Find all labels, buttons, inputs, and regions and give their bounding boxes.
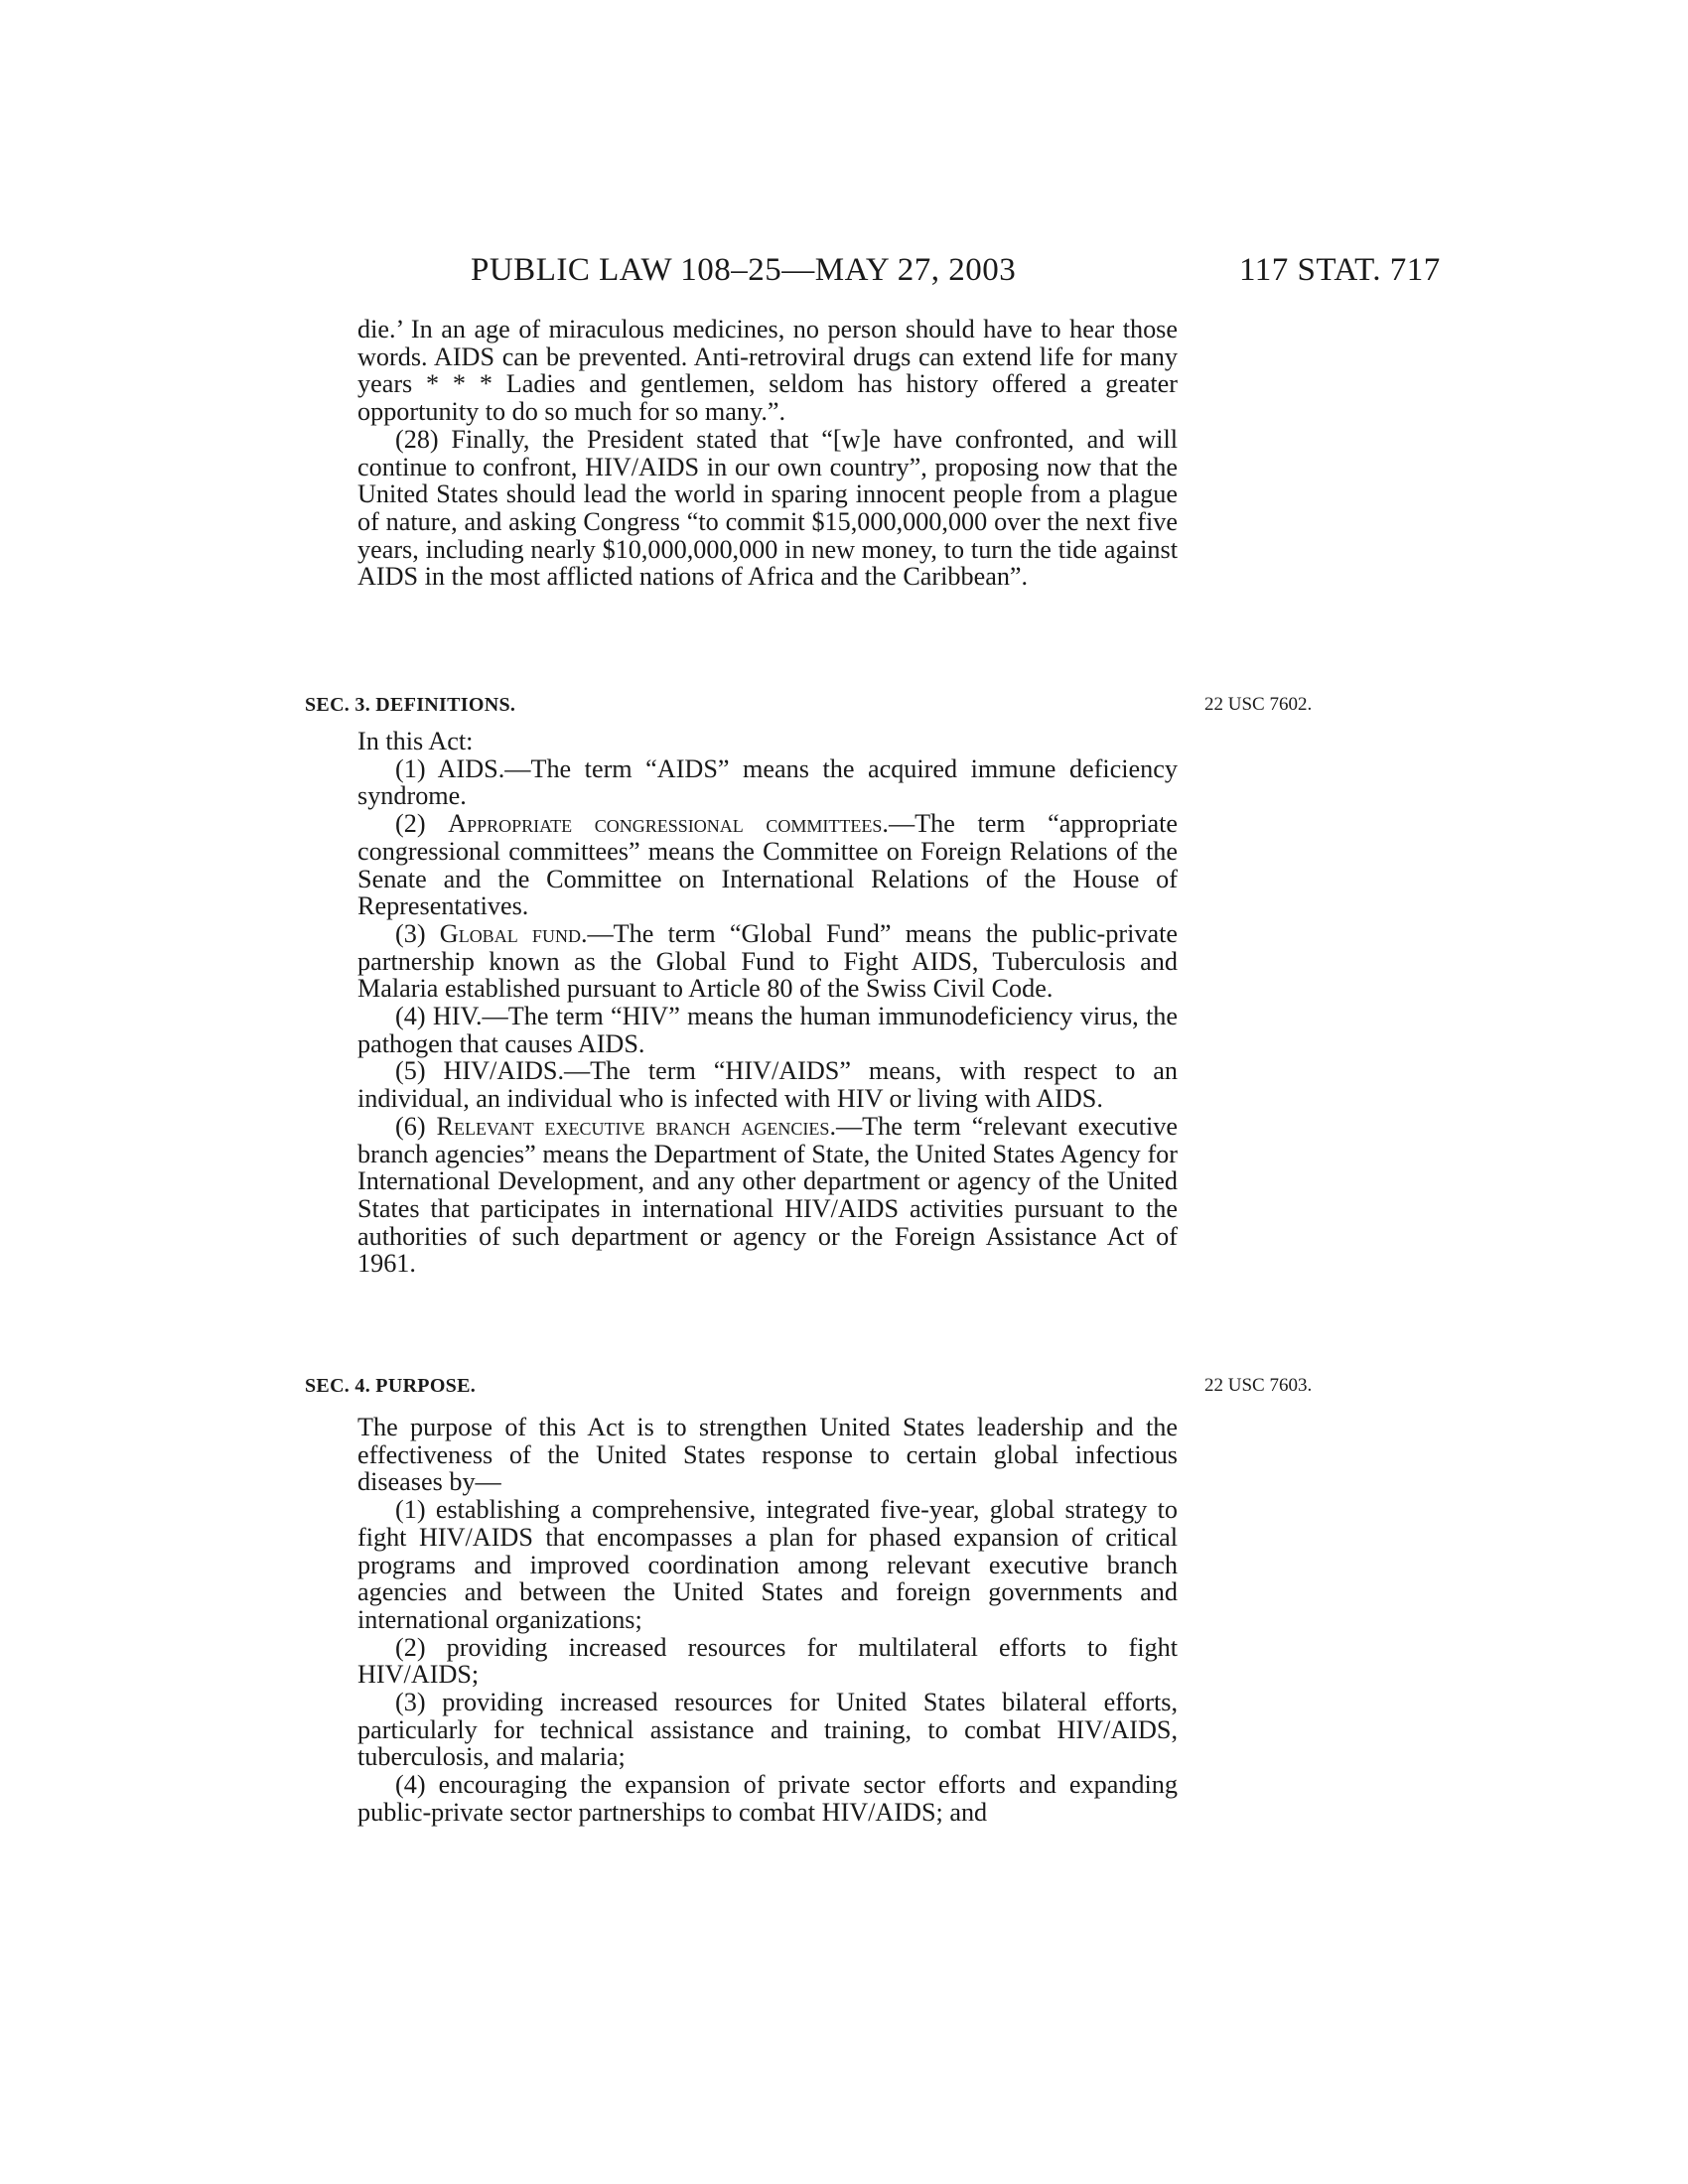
purpose-item-1: (1) establishing a comprehensive, integrated five-year, global strategy to fight HIV/AIDS that encompasses a plan for phased expansion of critical programs and improved coordination among relevant executive branch agencies and between the United States and foreign governments and international organizations;: [357, 1495, 1178, 1634]
definition-3-term: Global fund: [439, 918, 581, 948]
purpose-item-3: (3) providing increased resources for United States bilateral efforts, particularly for technical assistance and training, to combat HIV/AIDS, tuberculosis, and malaria;: [357, 1688, 1178, 1772]
section-3-intro: In this Act:: [357, 727, 474, 755]
definition-2-term: Appropriate congressional committees: [448, 809, 883, 839]
definition-3: (3) Global fund.—The term “Global Fund” means the public-private partnership known as the Global Fund to Fight AIDS, Tuberculosis and Malaria established pursuant to Article 80 of the Swiss Civil Code.: [357, 918, 1178, 1004]
definition-6: (6) Relevant executive branch agencies.—The term “relevant executive branch agencies” means the Department of State, the United States Agency for International Development, and any other department or agency of the United States that participates in international HIV/AIDS activities pursuant to the authorities of such department or agency or the Foreign Assistance Act of 1961.: [357, 1111, 1178, 1279]
definition-4: (4) HIV.—The term “HIV” means the human immunodeficiency virus, the pathogen that causes AIDS.: [357, 1002, 1178, 1058]
definition-1: (1) AIDS.—The term “AIDS” means the acquired immune deficiency syndrome.: [357, 753, 1178, 811]
definition-4-term: HIV: [432, 1002, 476, 1031]
purpose-item-2: (2) providing increased resources for multilateral efforts to fight HIV/AIDS;: [357, 1632, 1178, 1690]
continuation-block: [357, 316, 1178, 591]
section-4-body: [357, 1414, 1178, 1827]
definition-2: (2) Appropriate congressional committees.—The term “appropriate congressional committees” means the Committee on Foreign Relations of the Senate and the Committee on International Relations of the House of Representatives.: [357, 809, 1178, 921]
section-3-body: [357, 728, 1178, 1278]
definition-6-term: Relevant executive branch agencies: [436, 1111, 830, 1141]
definition-5: (5) HIV/AIDS.—The term “HIV/AIDS” means, with respect to an individual, an individual who is infected with HIV or living with AIDS.: [357, 1056, 1178, 1114]
definition-1-term: AIDS: [437, 753, 498, 783]
section-4-margin-note: 22 USC 7603.: [1204, 1375, 1313, 1396]
definition-5-term: HIV/AIDS: [443, 1056, 558, 1086]
purpose-item-4: (4) encouraging the expansion of private sector efforts and expanding public-private sector partnerships to combat HIV/AIDS; and: [357, 1770, 1178, 1827]
section-3-heading: SEC. 3. DEFINITIONS.: [305, 694, 516, 716]
paragraph-28: (28) Finally, the President stated that “[w]e have confronted, and will continue to confront, HIV/AIDS in our own country”, proposing now that the United States should lead the world in sparing innocent people from a plague of nature, and asking Congress “to commit $15,000,000,000 over the next five years, including nearly $10,000,000,000 in new money, to turn the tide against AIDS in the most afflicted nations of Africa and the Caribbean”.: [357, 424, 1178, 592]
section-3-margin-note: 22 USC 7602.: [1204, 694, 1313, 715]
running-head-title: PUBLIC LAW 108–25—MAY 27, 2003: [471, 252, 1017, 288]
section-4-intro: The purpose of this Act is to strengthen United States leadership and the effectiveness of the United States response to certain global infectious diseases by—: [357, 1413, 1178, 1497]
continuation-paragraph: die.’ In an age of miraculous medicines, no person should have to hear those words. AIDS can be prevented. Anti-retroviral drugs can extend life for many years * * * Ladies and gentlemen, seldom has history offered a greater opportunity to do so much for so many.”.: [357, 315, 1178, 427]
section-4-heading: SEC. 4. PURPOSE.: [305, 1375, 477, 1397]
running-head-page-ref: 117 STAT. 717: [1239, 252, 1441, 288]
